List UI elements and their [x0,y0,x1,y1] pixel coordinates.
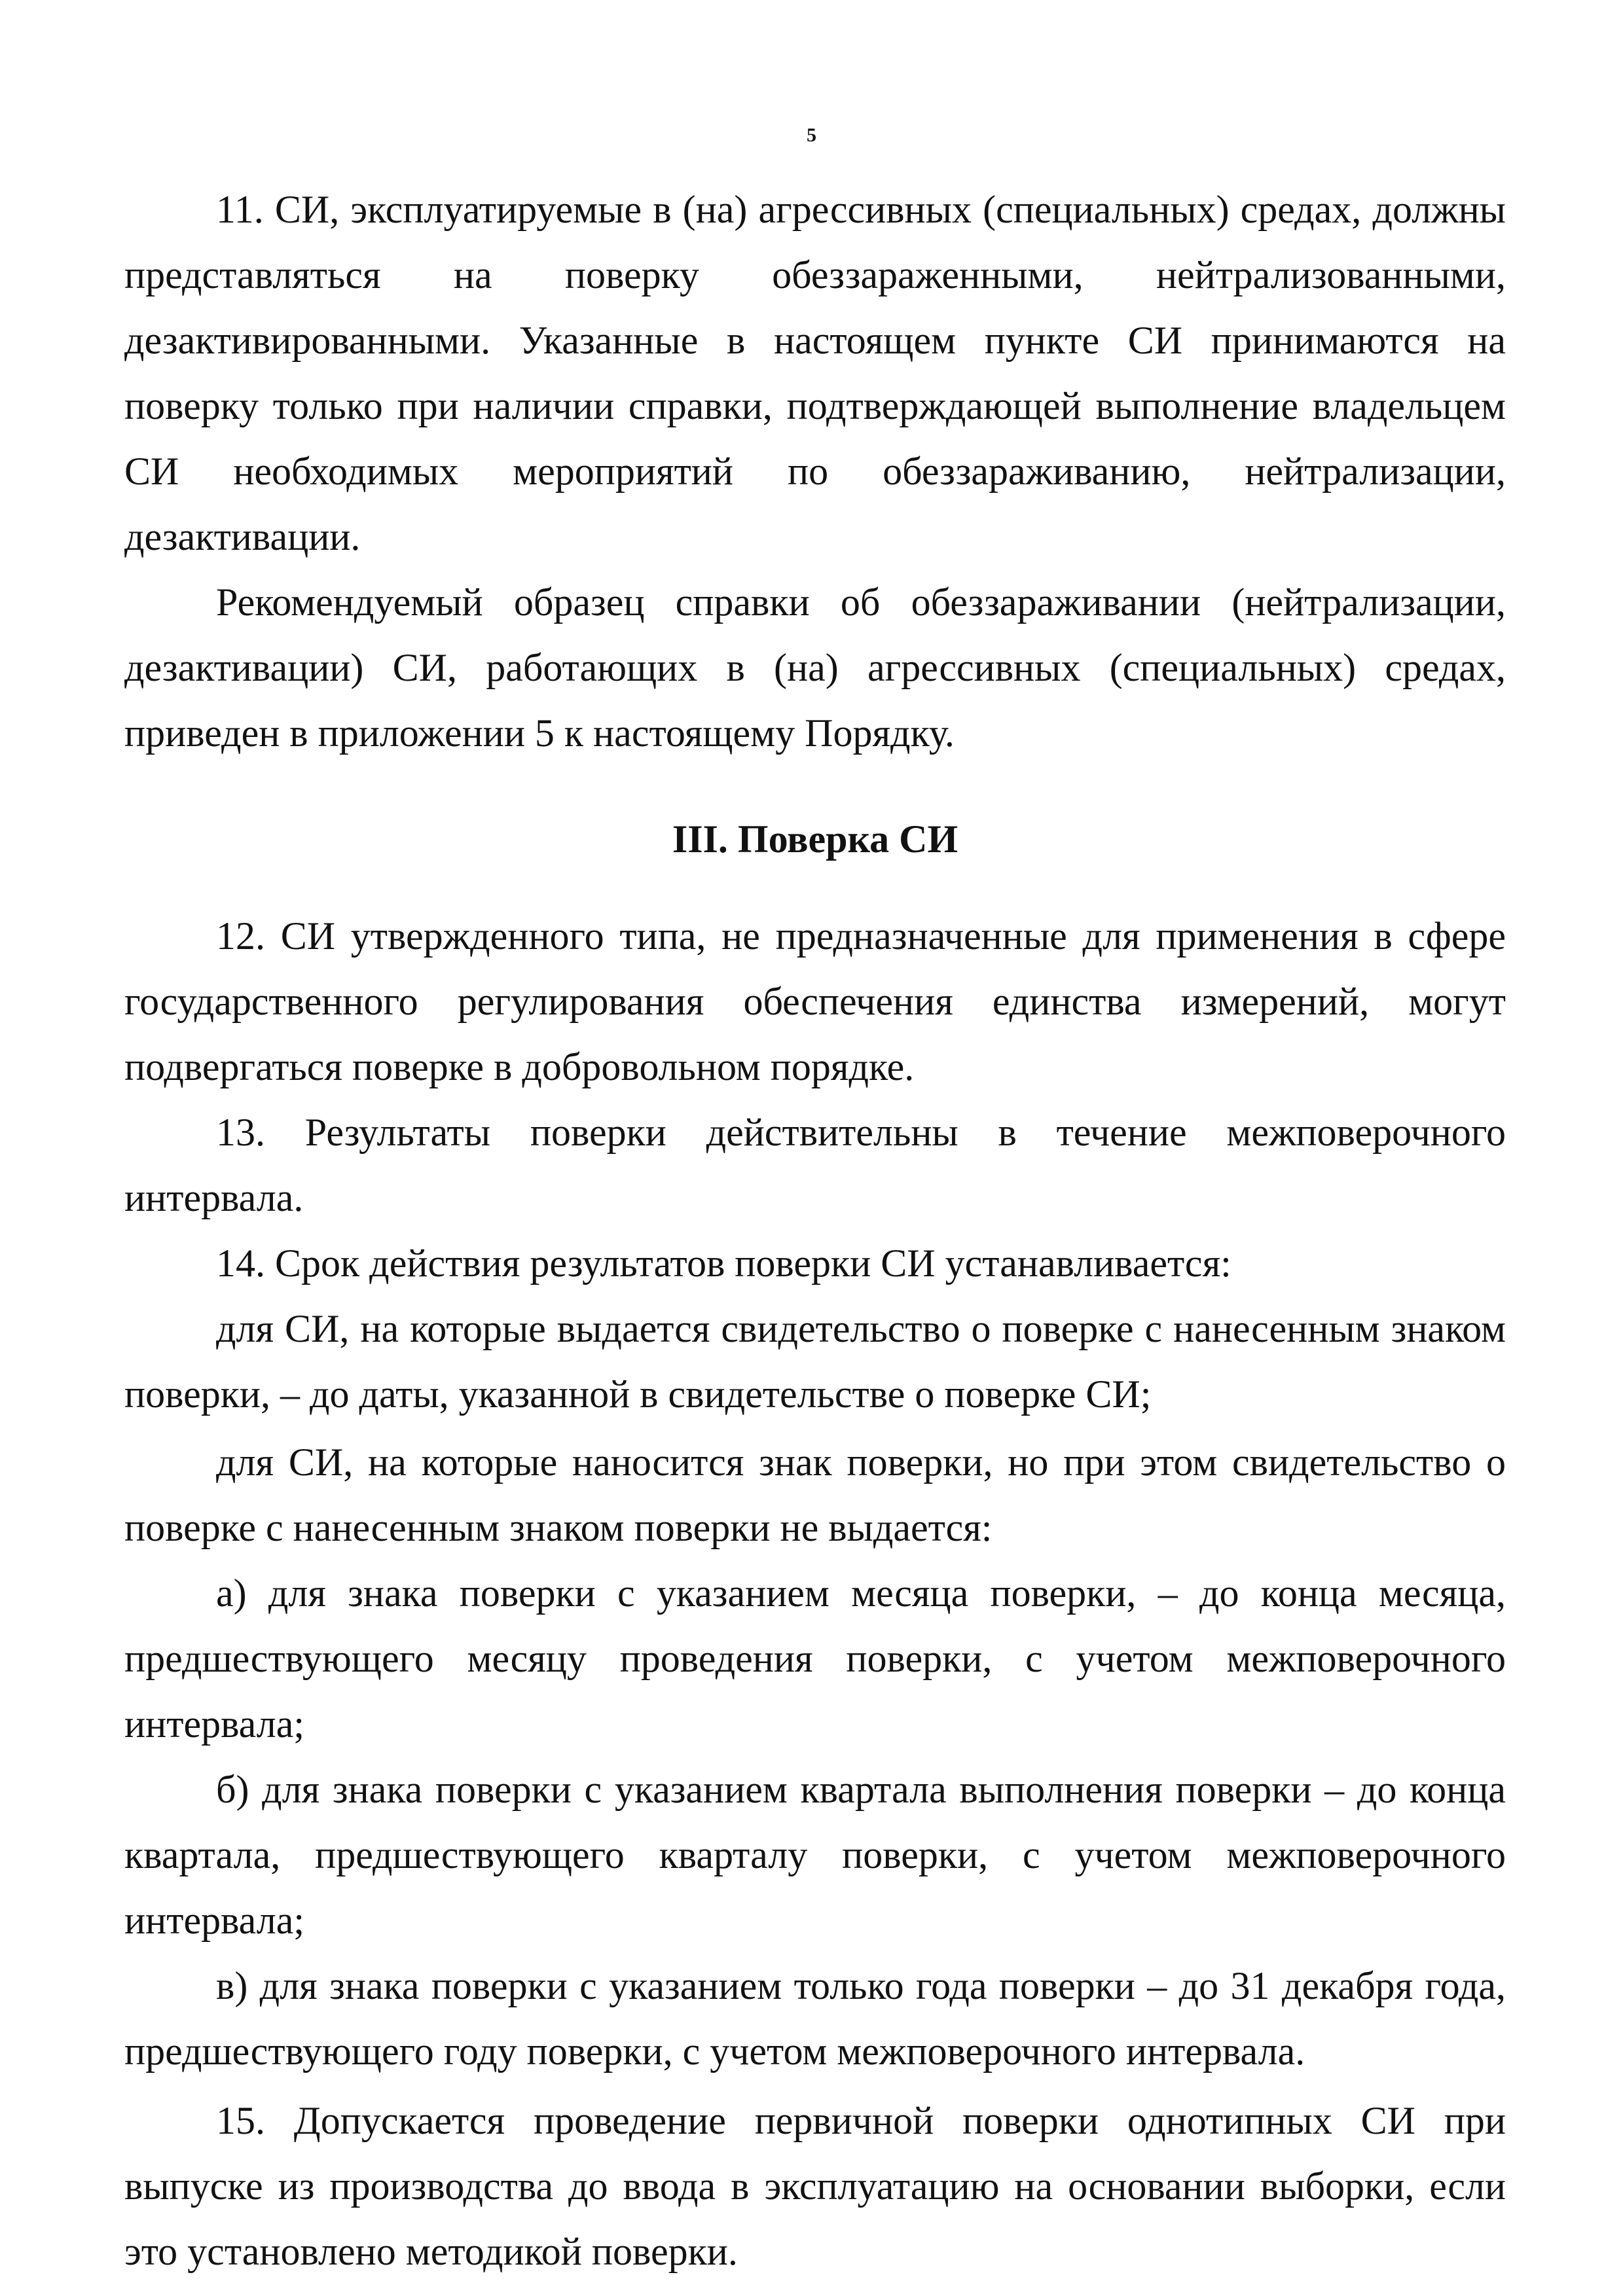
paragraph-14-certificate: для СИ, на которые выдается свидетельство о поверке с нанесенным знаком поверки, – до даты, указанной в свидетельстве о поверке СИ; [124,1307,1506,1416]
section-title: III. Поверка СИ [672,817,958,861]
paragraph-14-item-b: б) для знака поверки с указанием квартала выполнения поверки – до конца квартала, предшествующего кварталу поверки, с учетом межповерочного интервала; [124,1768,1506,1942]
paragraph-12: 12. СИ утвержденного типа, не предназначенные для применения в сфере государственного регулирования обеспечения единства измерений, могут подвергаться поверке в добровольном порядке. [124,914,1506,1088]
paragraph-11: 11. СИ, эксплуатируемые в (на) агрессивных (специальных) средах, должны представляться на поверку обеззараженными, нейтрализованными, дезактивированными. Указанные в настоящем пункте СИ принимаются на поверку только при наличии справки, подтверждающей выполнение владельцем СИ необходимых мероприятий по обеззараживанию, нейтрализации, дезактивации. [124,188,1506,558]
page-number: 5 [807,124,816,146]
paragraph-14-item-c: в) для знака поверки с указанием только года поверки – до 31 декабря года, предшествующего году поверки, с учетом межповерочного интервала. [124,1964,1506,2073]
paragraph-14-item-a: а) для знака поверки с указанием месяца поверки, – до конца месяца, предшествующего месяцу проведения поверки, с учетом межповерочного интервала; [124,1571,1506,1746]
document-body [124,177,1506,2284]
paragraph-11-sample: Рекомендуемый образец справки об обеззараживании (нейтрализации, дезактивации) СИ, работающих в (на) агрессивных (специальных) средах, приведен в приложении 5 к настоящему Порядку. [124,581,1506,755]
paragraph-14: 14. Срок действия результатов поверки СИ устанавливается: [216,1242,1231,1285]
paragraph-15: 15. Допускается проведение первичной поверки однотипных СИ при выпуске из производства до ввода в эксплуатацию на основании выборки, если это установлено методикой поверки. [124,2099,1506,2273]
paragraph-13: 13. Результаты поверки действительны в течение межповерочного интервала. [124,1111,1506,1219]
paragraph-14-mark: для СИ, на которые наносится знак поверки, но при этом свидетельство о поверке с нанесенным знаком поверки не выдается: [124,1441,1506,1549]
